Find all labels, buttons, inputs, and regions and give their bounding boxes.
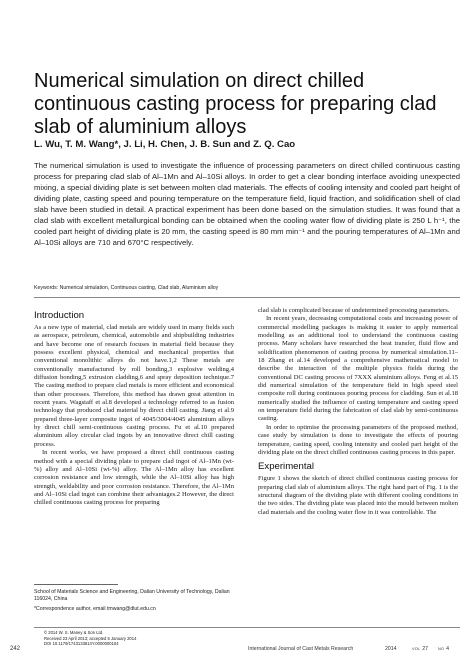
intro-paragraph-2: In recent works, we have proposed a direct chill continuous casting method with a special dividing plate to prepare clad ingot of Al–1Mn (wt-%) alloy and Al–10Si (wt-%) alloy. The Al–1Mn alloy has excellent corrosion resistance and low strength, while the Al–10Si alloy has high strength, weldability and poor corrosion resistance. Therefore, the Al–1Mn and Al–10Si clad ingot can combine their advantages.2 However, the direct chilled continuous casting process for preparing: [34, 449, 234, 507]
footnote-correspondence: *Correspondence author, email tmwang@dlut.edu.cn: [34, 606, 156, 613]
right-paragraph-1: clad slab is complicated because of undetermined processing parameters.: [258, 307, 450, 314]
intro-paragraph-1: As a new type of material, clad metals are widely used in many fields such as aerospace, petroleum, chemical, automobile and shipbuilding industries and have become one of research focuses in material field because they possess excellent physical, chemical and mechanical properties that conventional monolithic alloys do not have.1,2 These metals are conventionally manufactured by roll bonding,3 explosive welding,4 diffusion bonding,5 extrusion cladding,6 and spray deposition technique.7 The casting method to prepare clad metals is more efficient and economical than other processes. Therefore, this method has drawn great attention in recent years. Wagstaff et al.8 developed a technology referred to as fusion technology that produced clad material by direct chill casting. Jiang et al.9 prepared three-layer composite ingot of 4045/3004/4045 aluminium alloys by direct chill semi-continuous casting process. Fu et al.10 prepared aluminium alloy circular clad ingots by an innovative direct chill casting process.: [34, 324, 234, 448]
footnotes: [34, 589, 239, 613]
issue-label: NO: [438, 647, 445, 651]
page-number: 242: [10, 646, 21, 652]
copyright-block: [44, 630, 244, 647]
abstract: The numerical simulation is used to investigate the influence of processing parameters on direct chilled continuous casting process for preparing clad slab of Al–1Mn and Al–10Si alloys. In order to get a clear bonding interface avoiding unexpected mixing, a special dividing plate is set between molten clad materials. The effects of cooling intensity and cooled part height of dividing plate, casting speed and pouring temperature on the temperature field, liquid fraction, and solidification shell of clad slab have been studied in detail. A practical experiment has been done based on the simulation studies. It was found that a clad slab with excellent metallurgical bonding can be obtained when the cooling water flow of dividing plate is 250 L h⁻¹, the cooled part height of dividing plate is 20 mm, the casting speed is 80 mm min⁻¹ and the pouring temperatures of Al–1Mn and Al–10Si alloys are 710 and 670°C respectively.: [34, 161, 460, 248]
journal-year: 2014: [385, 646, 397, 652]
journal-issue: [438, 646, 449, 652]
keywords: Keywords: Numerical simulation, Continuous casting, Clad slab, Aluminium alloy: [34, 285, 219, 291]
volume-label: VOL: [412, 647, 421, 651]
copyright-line: © 2014 W. S. Maney & Son Ltd.: [44, 630, 104, 635]
volume-number: 27: [422, 646, 428, 652]
left-column: [34, 310, 234, 508]
right-paragraph-2: In recent years, decreasing computational costs and increasing power of commercial modelling packages is making it easier to apply numerical modelling as an additional tool to understand the continuous casting process. Many scholars have researched the heat transfer, fluid flow and solidification phenomenon of casting process by numerical simulation.11–18 Zhang et al.14 developed a comprehensive mathematical model to describe the interaction of the multiple physics fields during the conventional DC casting process of 7XXX aluminium alloys. Feng et al.15 did numerical simulation of the temperature field in high speed steel composite roll during continuous pouring process for cladding. Sun et al.18 numerically studied the influence of casting temperature and casting speed on temperature field during the fabrication of clad slab by semi-continuous casting.: [258, 315, 458, 423]
author-list: L. Wu, T. M. Wang*, J. Li, H. Chen, J. B. Sun and Z. Q. Cao: [34, 139, 296, 150]
issue-number: 4: [446, 646, 449, 652]
footer-divider: [34, 627, 460, 628]
right-column: [258, 307, 458, 517]
journal-volume: [412, 646, 428, 652]
abstract-divider: [34, 297, 460, 298]
received-line: Received 23 April 2013; accepted 5 January 2014: [44, 635, 137, 641]
page-footer: [0, 646, 474, 656]
doi-line: DOI 10.1179/1743133614Y.0000000104: [44, 641, 119, 647]
section-heading-introduction: Introduction: [34, 310, 85, 321]
journal-name: International Journal of Cast Metals Research: [248, 646, 354, 652]
section-heading-experimental: Experimental: [258, 461, 314, 473]
footnote-affiliation: School of Materials Science and Engineering, Dalian University of Technology, Dalian 116024, China: [34, 589, 230, 602]
right-paragraph-3: In order to optimise the processing parameters of the proposed method, case study by simulation is done to investigate the effects of pouring temperature, casting speed, cooling intensity and cooled part height of the dividing plate on the direct chilled continuous casting process in this paper.: [258, 423, 458, 456]
paper-title: Numerical simulation on direct chilled continuous casting process for preparing clad slab of aluminium alloys: [34, 70, 437, 138]
footnote-divider: [34, 584, 118, 585]
experimental-paragraph-1: Figure 1 shows the sketch of direct chilled continuous casting process for preparing clad slab of aluminium alloys. The right hand part of Fig. 1 is the structural diagram of the dividing plate with different cooling conditions in the two sides. The dividing plate was placed into the mould between molten clad materials and the cooling water flow in it was controllable. The: [258, 475, 458, 516]
